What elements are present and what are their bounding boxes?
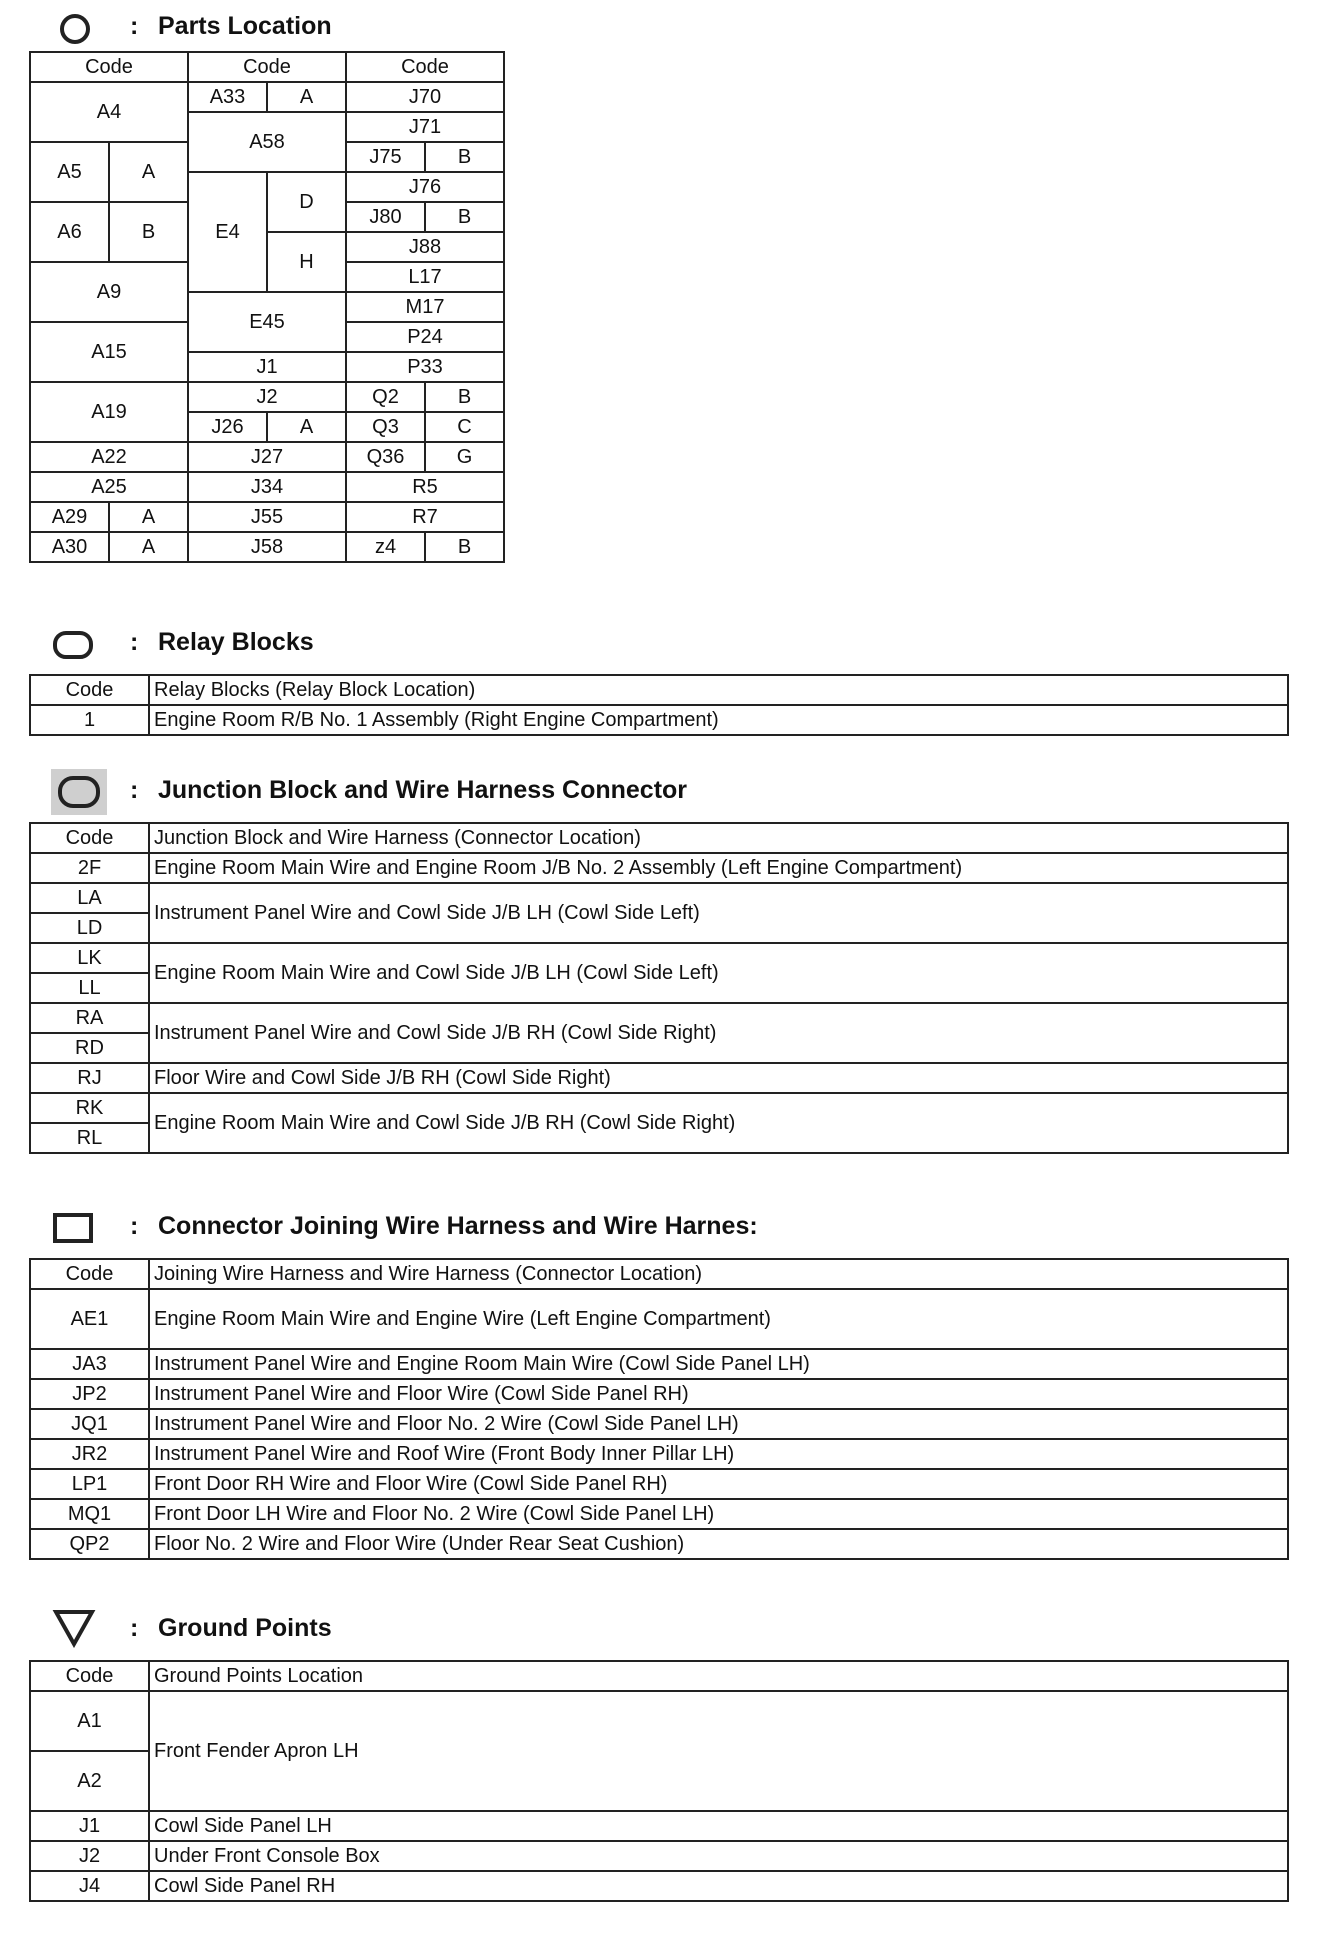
colon: :: [130, 628, 139, 656]
code-cell: 2F: [30, 853, 149, 883]
code-cell: J2: [30, 1841, 149, 1871]
code-cell: A15: [30, 322, 188, 382]
code-cell: Q36: [346, 442, 425, 472]
code-cell: J58: [188, 532, 346, 562]
location-cell: Engine Room Main Wire and Engine Wire (Left Engine Compartment): [149, 1289, 1288, 1349]
header-location: Joining Wire Harness and Wire Harness (Connector Location): [149, 1259, 1288, 1289]
code-cell: A: [267, 412, 346, 442]
square-icon: [52, 1212, 94, 1244]
location-cell: Instrument Panel Wire and Floor Wire (Cowl Side Panel RH): [149, 1379, 1288, 1409]
circle-icon: [58, 12, 92, 46]
code-cell: A4: [30, 82, 188, 142]
header-code: Code: [30, 1661, 149, 1691]
code-cell: JP2: [30, 1379, 149, 1409]
code-cell: P24: [346, 322, 504, 352]
header-code: Code: [30, 675, 149, 705]
code-cell: J75: [346, 142, 425, 172]
code-cell: A5: [30, 142, 109, 202]
code-cell: J26: [188, 412, 267, 442]
location-cell: Cowl Side Panel RH: [149, 1871, 1288, 1901]
header-location: Ground Points Location: [149, 1661, 1288, 1691]
code-cell: JQ1: [30, 1409, 149, 1439]
code-cell: J1: [188, 352, 346, 382]
header-code: Code: [30, 52, 188, 82]
header-location: Junction Block and Wire Harness (Connector Location): [149, 823, 1288, 853]
code-cell: J1: [30, 1811, 149, 1841]
code-cell: QP2: [30, 1529, 149, 1559]
code-cell: J71: [346, 112, 504, 142]
code-cell: E45: [188, 292, 346, 352]
location-cell: Engine Room Main Wire and Cowl Side J/B LH (Cowl Side Left): [149, 943, 1288, 1003]
code-cell: P33: [346, 352, 504, 382]
code-cell: AE1: [30, 1289, 149, 1349]
code-cell: A1: [30, 1691, 149, 1751]
location-cell: Instrument Panel Wire and Floor No. 2 Wire (Cowl Side Panel LH): [149, 1409, 1288, 1439]
shaded-rounded-rect-icon: [50, 768, 108, 816]
code-cell: B: [425, 532, 504, 562]
code-cell: J2: [188, 382, 346, 412]
code-cell: B: [425, 382, 504, 412]
code-cell: A19: [30, 382, 188, 442]
code-cell: RL: [30, 1123, 149, 1153]
location-cell: Floor Wire and Cowl Side J/B RH (Cowl Side Right): [149, 1063, 1288, 1093]
location-cell: Instrument Panel Wire and Cowl Side J/B RH (Cowl Side Right): [149, 1003, 1288, 1063]
code-cell: A30: [30, 532, 109, 562]
header-code: Code: [30, 823, 149, 853]
code-cell: A9: [30, 262, 188, 322]
colon: :: [130, 1212, 139, 1240]
code-cell: A58: [188, 112, 346, 172]
code-cell: LD: [30, 913, 149, 943]
header-code: Code: [346, 52, 504, 82]
code-cell: LL: [30, 973, 149, 1003]
location-cell: Cowl Side Panel LH: [149, 1811, 1288, 1841]
code-cell: RK: [30, 1093, 149, 1123]
code-cell: JR2: [30, 1439, 149, 1469]
code-cell: J88: [346, 232, 504, 262]
code-cell: LA: [30, 883, 149, 913]
colon: :: [130, 1614, 139, 1642]
code-cell: J70: [346, 82, 504, 112]
parts-location-table: [29, 51, 505, 563]
location-cell: Instrument Panel Wire and Roof Wire (Front Body Inner Pillar LH): [149, 1439, 1288, 1469]
connector-title: Connector Joining Wire Harness and Wire Harnes:: [158, 1212, 758, 1240]
code-cell: A22: [30, 442, 188, 472]
colon: :: [130, 12, 139, 40]
header-code: Code: [188, 52, 346, 82]
ground-points-table: [29, 1660, 1289, 1902]
code-cell: H: [267, 232, 346, 292]
code-cell: C: [425, 412, 504, 442]
code-cell: Q2: [346, 382, 425, 412]
code-cell: J55: [188, 502, 346, 532]
code-cell: A25: [30, 472, 188, 502]
code-cell: RJ: [30, 1063, 149, 1093]
rounded-rect-icon: [52, 630, 94, 660]
code-cell: J76: [346, 172, 504, 202]
code-cell: A2: [30, 1751, 149, 1811]
code-cell: R7: [346, 502, 504, 532]
code-cell: LK: [30, 943, 149, 973]
code-cell: B: [109, 202, 188, 262]
code-cell: E4: [188, 172, 267, 292]
code-cell: RA: [30, 1003, 149, 1033]
code-cell: JA3: [30, 1349, 149, 1379]
parts-location-title: Parts Location: [158, 12, 332, 40]
code-cell: A: [109, 142, 188, 202]
code-cell: B: [425, 142, 504, 172]
code-cell: R5: [346, 472, 504, 502]
junction-block-title: Junction Block and Wire Harness Connector: [158, 776, 688, 804]
code-cell: J27: [188, 442, 346, 472]
location-cell: Front Door RH Wire and Floor Wire (Cowl Side Panel RH): [149, 1469, 1288, 1499]
code-cell: D: [267, 172, 346, 232]
location-cell: Engine Room Main Wire and Engine Room J/B No. 2 Assembly (Left Engine Compartment): [149, 853, 1288, 883]
code-cell: RD: [30, 1033, 149, 1063]
code-cell: G: [425, 442, 504, 472]
code-cell: L17: [346, 262, 504, 292]
location-cell: Front Fender Apron LH: [149, 1691, 1288, 1811]
code-cell: J4: [30, 1871, 149, 1901]
location-cell: Engine Room R/B No. 1 Assembly (Right Engine Compartment): [149, 705, 1288, 735]
ground-points-title: Ground Points: [158, 1614, 332, 1642]
colon: :: [130, 776, 139, 804]
code-cell: LP1: [30, 1469, 149, 1499]
code-cell: Q3: [346, 412, 425, 442]
junction-block-table: [29, 822, 1289, 1154]
ground-triangle-icon: [52, 1608, 96, 1648]
code-cell: z4: [346, 532, 425, 562]
location-cell: Instrument Panel Wire and Engine Room Main Wire (Cowl Side Panel LH): [149, 1349, 1288, 1379]
code-cell: M17: [346, 292, 504, 322]
code-cell: B: [425, 202, 504, 232]
code-cell: A33: [188, 82, 267, 112]
code-cell: A: [109, 502, 188, 532]
code-cell: A: [109, 532, 188, 562]
header-code: Code: [30, 1259, 149, 1289]
code-cell: MQ1: [30, 1499, 149, 1529]
code-cell: J80: [346, 202, 425, 232]
location-cell: Front Door LH Wire and Floor No. 2 Wire (Cowl Side Panel LH): [149, 1499, 1288, 1529]
code-cell: A6: [30, 202, 109, 262]
code-cell: 1: [30, 705, 149, 735]
location-cell: Floor No. 2 Wire and Floor Wire (Under Rear Seat Cushion): [149, 1529, 1288, 1559]
code-cell: A: [267, 82, 346, 112]
location-cell: Engine Room Main Wire and Cowl Side J/B RH (Cowl Side Right): [149, 1093, 1288, 1153]
code-cell: A29: [30, 502, 109, 532]
relay-blocks-title: Relay Blocks: [158, 628, 314, 656]
header-location: Relay Blocks (Relay Block Location): [149, 675, 1288, 705]
code-cell: J34: [188, 472, 346, 502]
connector-table: [29, 1258, 1289, 1560]
location-cell: Instrument Panel Wire and Cowl Side J/B LH (Cowl Side Left): [149, 883, 1288, 943]
relay-blocks-table: [29, 674, 1289, 736]
location-cell: Under Front Console Box: [149, 1841, 1288, 1871]
